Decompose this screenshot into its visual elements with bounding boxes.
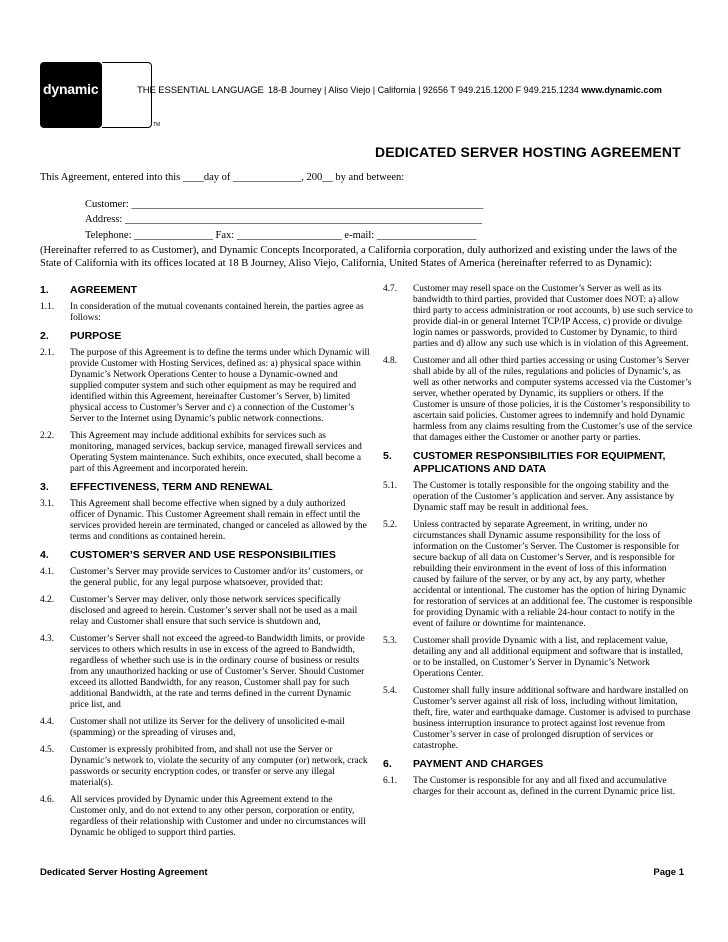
section-title: PAYMENT AND CHARGES [413, 758, 544, 770]
clause-text: The Customer is totally responsible for the ongoing stability and the operation of the Customer’s application and server. Any assistance by Dynamic staff may be result in additional fees. [413, 481, 675, 513]
company-website: www.dynamic.com [581, 85, 662, 95]
section-heading [40, 481, 370, 494]
section-number: 3. [40, 481, 49, 493]
section-number: 1. [40, 284, 49, 296]
clause [383, 686, 693, 752]
section-title: AGREEMENT [70, 284, 138, 296]
clause [40, 499, 370, 543]
section-heading [383, 450, 693, 476]
clause [40, 634, 370, 711]
section-title: CUSTOMER’S SERVER AND USE RESPONSIBILITIES [70, 549, 336, 561]
clause [40, 348, 370, 425]
clause [383, 356, 693, 444]
section-heading [383, 758, 693, 771]
clause-number: 4.2. [40, 595, 55, 605]
section-heading [40, 330, 370, 343]
left-column [40, 284, 370, 845]
right-column [383, 284, 693, 804]
section-number: 6. [383, 758, 392, 770]
clause [40, 431, 370, 475]
clause-number: 4.4. [40, 717, 55, 727]
clause [40, 745, 370, 789]
clause [383, 284, 693, 350]
clause-number: 4.1. [40, 567, 55, 577]
clause [383, 776, 693, 798]
clause-text: Customer shall fully insure additional software and hardware installed on Customer’s server against all risk of loss, including without limitation, theft, fire, water and earthquake damage. Customer is advised to purchase business interruption insurance to protect against lost revenue from Customer’s server in case of prolonged disruption of services or catastrophe. [413, 686, 691, 751]
clause-text: The Customer is responsible for any and all fixed and accumulative charges for their account as, defined in the current Dynamic price list. [413, 776, 675, 797]
section-number: 4. [40, 549, 49, 561]
clause-number: 4.6. [40, 795, 55, 805]
clause [40, 717, 370, 739]
clause [40, 795, 370, 839]
clause-number: 2.2. [40, 431, 55, 441]
clause-number: 4.7. [383, 284, 398, 294]
clause-number: 5.2. [383, 520, 398, 530]
clause-number: 2.1. [40, 348, 55, 358]
section-title: PURPOSE [70, 330, 122, 342]
clause [383, 520, 693, 630]
clause [383, 481, 693, 514]
document-title: DEDICATED SERVER HOSTING AGREEMENT [375, 144, 681, 160]
footer-document-name: Dedicated Server Hosting Agreement [40, 867, 208, 878]
section-heading [40, 549, 370, 562]
clause-text: Customer shall provide Dynamic with a list, and replacement value, detailing any and all additional equipment and software that is installed, or to be installed, on Customer’s Server in Dynamic’s Network Operations Center. [413, 636, 683, 679]
address-line: Address: ____________________________________________________________________ [85, 214, 482, 225]
clause-text: Customer’s Server may deliver, only those network services specifically disclosed and agreed to herein. Customer’s server shall not be used as a mail relay and Customer shall ensure that such service is shutdown and, [70, 595, 358, 627]
section-number: 2. [40, 330, 49, 342]
clause [40, 302, 370, 324]
clause-number: 4.3. [40, 634, 55, 644]
clause-text: Customer’s Server may provide services to Customer and/or its’ customers, or the general public, for any legal purpose whatsoever, provided that: [70, 567, 364, 588]
clause-number: 5.1. [383, 481, 398, 491]
clause-number: 4.5. [40, 745, 55, 755]
parties-definition: (Hereinafter referred to as Customer), and Dynamic Concepts Incorporated, a California corporation, duly authorized and existing under the laws of the State of California with its offices located at 18 B Journey, Aliso Viejo, California, United States of America (hereinafter referred to as Dynamic): [40, 245, 678, 269]
clause-text: In consideration of the mutual covenants contained herein, the parties agree as follows: [70, 302, 364, 323]
clause [383, 636, 693, 680]
clause-text: Customer and all other third parties accessing or using Customer’s Server shall abide by all of the rules, regulations and policies of Dynamic’s, as well as other networks and computer systems accessed via the Customer’s server, whether operated by Dynamic, its suppliers or others. If the Customer is unsure of those policies, it is the Customer’s responsibility to ascertain said policies. Customer agrees to indemnify and hold Dynamic harmless from any claims resulting from the Customer’s use of the service that damages either the Customer or another party or parties. [413, 356, 693, 443]
company-address-text: 18-B Journey | Aliso Viejo | California | 92656 T 949.215.1200 F 949.215.1234 [268, 85, 579, 95]
clause-number: 5.4. [383, 686, 398, 696]
clause-text: Customer may resell space on the Customer’s Server as well as its bandwidth to third parties, provided that Customer does NOT: a) allow third party to access administration or root accounts, b) use such service to provide dial-in or general Internet TCP/IP Access, c) provide or divulge login names or passwords, provided to Customer by Dynamic, to third parties and d) allow any such use which is in violation of this Agreement. [413, 284, 693, 349]
agreement-intro: This Agreement, entered into this ____day of _____________, 200__ by and between: [40, 172, 405, 183]
clause-text: Customer shall not utilize its Server for the delivery of unsolicited e-mail (spamming) or the spreading of viruses and, [70, 717, 345, 738]
company-tagline: THE ESSENTIAL LANGUAGE [137, 85, 264, 96]
clause-text: This Agreement may include additional exhibits for services such as monitoring, managed services, backup service, managed firewall services and Operating System maintenance. Such exhibits, once executed, shall become a part of this Agreement and incorporated herein. [70, 431, 362, 474]
clause-text: Customer is expressly prohibited from, and shall not use the Server or Dynamic’s network to, violate the security of any computer (or) network, crack passwords or security encryption codes, or transfer or serve any illegal material(s). [70, 745, 368, 788]
section-number: 5. [383, 450, 392, 462]
trademark-mark: TM [153, 122, 161, 128]
clause-text: This Agreement shall become effective when signed by a duly authorized officer of Dynamic. This Customer Agreement shall remain in effect until the services provided herein are terminated, changed or canceled as allowed by the terms and conditions as contained herein. [70, 499, 367, 542]
section-heading [40, 284, 370, 297]
clause-number: 1.1. [40, 302, 55, 312]
section-title: CUSTOMER RESPONSIBILITIES FOR EQUIPMENT, APPLICATIONS AND DATA [413, 450, 666, 475]
clause-text: Unless contracted by separate Agreement, in writing, under no circumstances shall Dynamic assume responsibility for the loss of information on the Customer’s Server. The Customer is responsible for secure backup of all data on Customer’s Server, and is responsible for rebuilding their environment in the event of loss of this information caused by failure of the server, or by any act, by any party, whether accidental or intentional. The customer has the option of hiring Dynamic for restoration of services at an additional fee. The customer is responsible for providing Dynamic with a reliable 24-hour contact to notify in the event of failure or downtime for maintenance. [413, 520, 693, 629]
company-address [268, 85, 662, 95]
clause-text: The purpose of this Agreement is to define the terms under which Dynamic will provide Customer with Hosting Services, defined as: a) physical space within Dynamic’s Network Operations Center to house a Dynamic-owned and supplied computer system and such other equipment as may be required and identified within this Agreement, hereinafter Customer’s Server, b) limited physical access to Customer’s Server and c) a connection of the Customer’s Server to the Internet using Dynamic’s public network connections. [70, 348, 370, 424]
clause-number: 3.1. [40, 499, 55, 509]
customer-line: Customer: ___________________________________________________________________ [85, 199, 484, 210]
footer-page-number: Page 1 [653, 867, 684, 878]
clause-number: 6.1. [383, 776, 398, 786]
clause [40, 567, 370, 589]
clause-number: 5.3. [383, 636, 398, 646]
section-title: EFFECTIVENESS, TERM AND RENEWAL [70, 481, 273, 493]
clause [40, 595, 370, 628]
company-logo [40, 62, 102, 128]
clause-number: 4.8. [383, 356, 398, 366]
logo-text: dynamic [43, 81, 99, 97]
clause-text: All services provided by Dynamic under this Agreement extend to the Customer only, and do not extend to any other person, corporation or entity, regardless of their relationship with Customer and under no circumstances will Dynamic be obliged to support third parties. [70, 795, 366, 838]
contact-line: Telephone: _______________ Fax: ____________________ e-mail: ___________________ [85, 230, 477, 241]
clause-text: Customer’s Server shall not exceed the agreed-to Bandwidth limits, or provide services to others which results in use in excess of the agreed to Bandwidth, regardless of whether such use is in the ordinary course of business or results from any unauthorized hacking or use of Customer’s Server. Should Customer exceed its allotted Bandwidth, for any reason, Customer shall pay for such additional Bandwidth, at the rate and terms defined in the current Dynamic price list, and [70, 634, 365, 710]
